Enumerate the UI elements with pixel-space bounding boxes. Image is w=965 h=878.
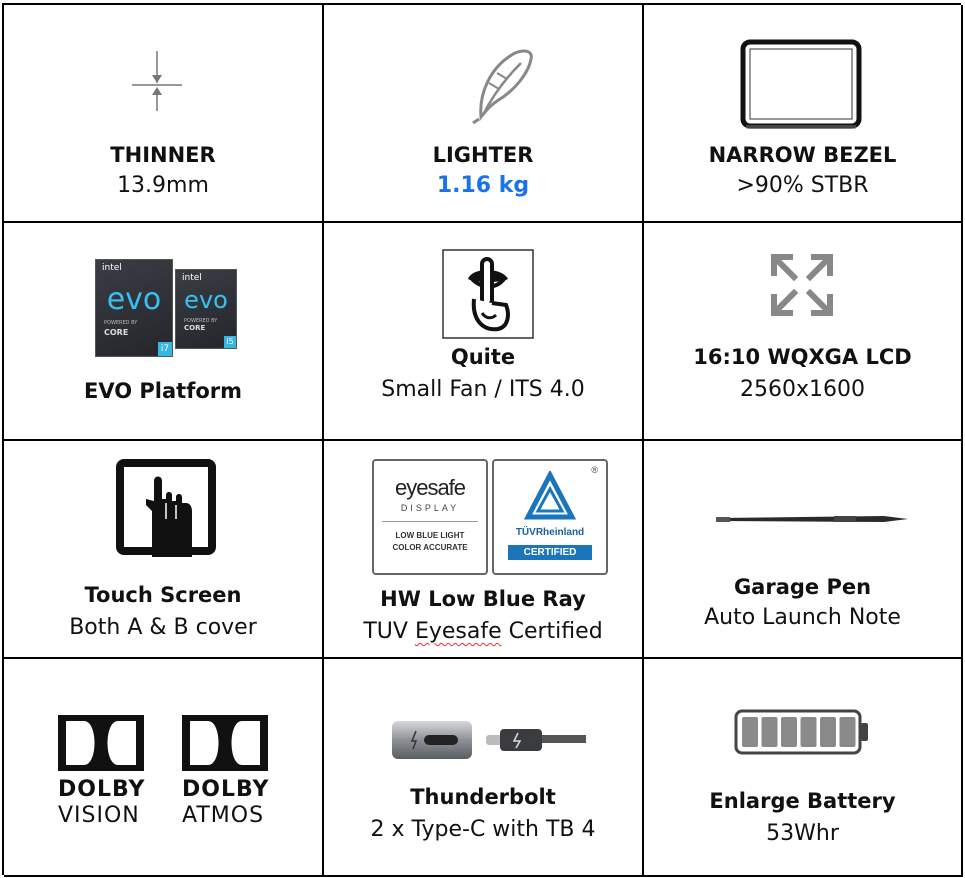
tuv-badge	[492, 459, 608, 575]
feature-grid	[2, 3, 961, 875]
powered-by: POWERED BY	[184, 318, 218, 324]
evo-badge-i7	[95, 259, 173, 357]
eyesafe-display: DISPLAY	[400, 503, 460, 513]
powered-by: POWERED BY	[104, 320, 138, 326]
feature-subtitle: 53Whr	[766, 821, 839, 846]
eyesafe-tuv-certificate-icon	[372, 459, 612, 577]
feature-title: Garage Pen	[733, 575, 872, 599]
battery-cell	[781, 717, 797, 747]
tuv-brand: TÜVRheinland	[515, 527, 585, 538]
feature-title: LIGHTER	[432, 143, 534, 167]
laptop-screen-icon	[740, 39, 862, 131]
intel-evo-badges-icon	[95, 259, 245, 359]
cell-thunderbolt	[324, 659, 644, 877]
feature-subtitle: >90% STBR	[736, 173, 869, 198]
cell-evo-platform	[4, 223, 324, 441]
gen-tag: i7	[158, 342, 172, 356]
dolby-vision-line1: DOLBY	[58, 777, 146, 802]
gen-tag: i5	[224, 336, 236, 348]
battery-cell	[820, 717, 836, 747]
cell-quiet	[324, 223, 644, 441]
thickness-arrows-icon	[132, 51, 182, 111]
tuv-triangle-icon	[524, 471, 576, 523]
battery-cell	[801, 717, 817, 747]
intel-brand: intel	[102, 263, 122, 273]
expand-arrows-icon	[770, 253, 834, 317]
dolby-atmos-line1: DOLBY	[182, 777, 270, 802]
feature-subtitle: Both A & B cover	[69, 615, 257, 640]
stylus-pen-icon	[714, 509, 914, 531]
touch-hand-icon	[116, 459, 218, 561]
battery-icon	[734, 709, 870, 755]
eyesafe-brand: eyesafe	[394, 475, 466, 500]
feature-subtitle: 2560x1600	[740, 377, 865, 402]
feature-subtitle: Small Fan / ITS 4.0	[381, 377, 585, 402]
evo-logo: evo	[184, 286, 228, 314]
eyesafe-line1: LOW BLUE LIGHT	[395, 531, 465, 540]
dolby-atmos-line2: ATMOS	[182, 803, 265, 828]
dolby-atmos-logo-icon	[182, 715, 268, 771]
feature-title: NARROW BEZEL	[708, 143, 897, 167]
feature-title: Enlarge Battery	[709, 789, 896, 813]
evo-logo: evo	[106, 282, 162, 317]
cell-thinner	[4, 5, 324, 223]
cell-low-blue-ray	[324, 441, 644, 659]
feature-title: EVO Platform	[84, 379, 242, 403]
eyesafe-badge	[372, 459, 488, 575]
tuv-reg: ®	[591, 465, 598, 475]
divider	[382, 521, 478, 522]
evo-badge-i5	[175, 269, 237, 349]
dolby-vision-logo-icon	[58, 715, 144, 771]
feature-subtitle: 2 x Type-C with TB 4	[370, 817, 596, 842]
cell-battery	[644, 659, 963, 877]
feature-title: HW Low Blue Ray	[380, 587, 586, 611]
cell-touch-screen	[4, 441, 324, 659]
feature-subtitle: 1.16 kg	[436, 173, 530, 198]
dolby-vision-line2: VISION	[58, 803, 140, 828]
battery-cell	[840, 717, 856, 747]
cell-garage-pen	[644, 441, 963, 659]
subtitle-suffix: Certified	[501, 619, 603, 644]
feature-subtitle	[324, 619, 642, 644]
feature-subtitle: 13.9mm	[117, 173, 209, 198]
core-label: CORE	[104, 328, 129, 337]
feather-icon	[469, 45, 539, 125]
thunderbolt-cable-icon	[390, 715, 586, 765]
battery-cell	[762, 717, 778, 747]
feature-title: Quite	[450, 345, 516, 369]
cell-wqxga-lcd	[644, 223, 963, 441]
subtitle-prefix: TUV	[363, 619, 415, 644]
feature-title: 16:10 WQXGA LCD	[693, 345, 912, 369]
shush-finger-icon	[442, 249, 534, 339]
cell-narrow-bezel	[644, 5, 963, 223]
eyesafe-line2: COLOR ACCURATE	[392, 543, 468, 552]
battery-cell	[742, 717, 758, 747]
dolby-logos-icon	[58, 715, 278, 835]
intel-brand: intel	[182, 273, 202, 283]
cell-lighter	[324, 5, 644, 223]
feature-subtitle: Auto Launch Note	[704, 605, 901, 630]
subtitle-eyesafe: Eyesafe	[414, 619, 502, 644]
cell-dolby	[4, 659, 324, 877]
feature-title: THINNER	[110, 143, 216, 167]
feature-title: Touch Screen	[84, 583, 242, 607]
feature-title: Thunderbolt	[410, 785, 556, 809]
core-label: CORE	[184, 324, 206, 332]
tuv-certified: CERTIFIED	[508, 545, 592, 560]
